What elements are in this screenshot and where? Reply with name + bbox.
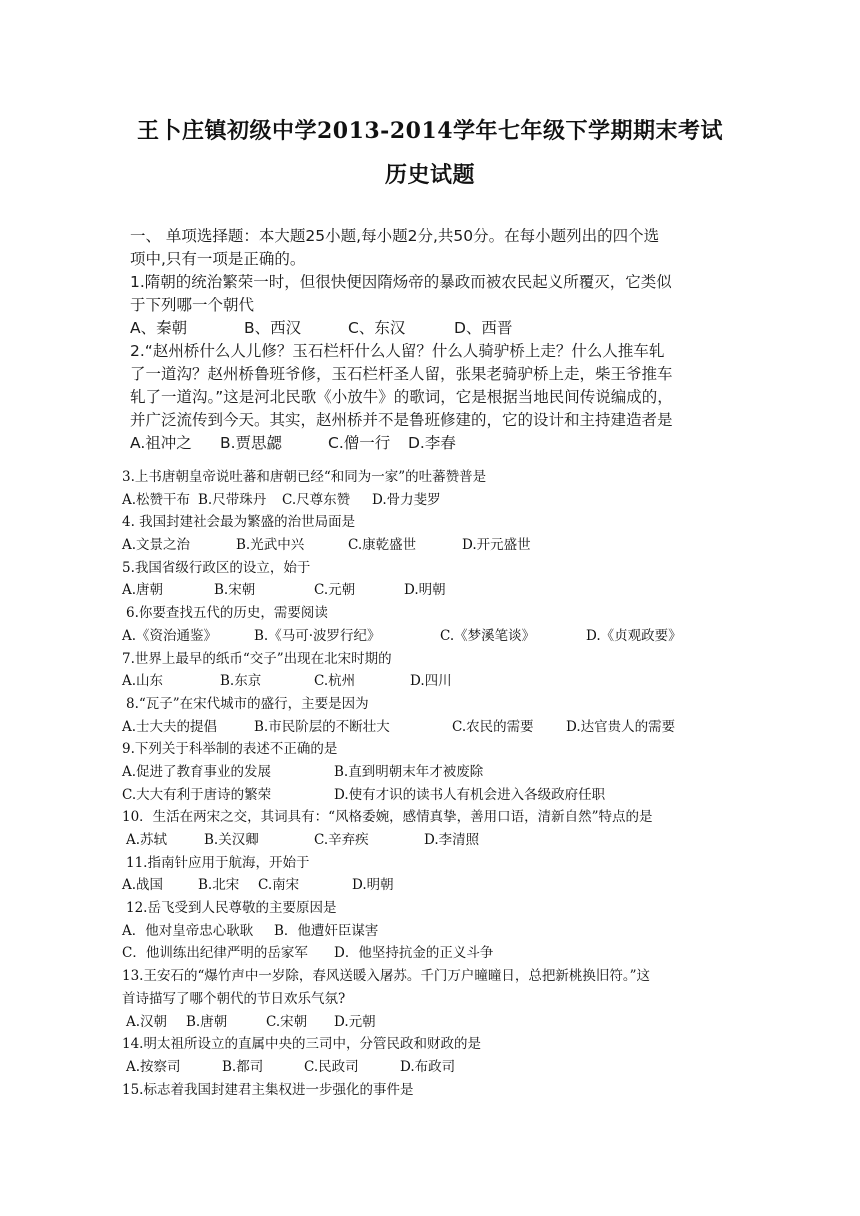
option-c: C．他训练出纪律严明的岳家军 [122,945,308,962]
question-15-stem: 15.标志着我国封建君主集权进一步强化的事件是 [122,1081,414,1098]
question-2-options [130,432,730,455]
option-d: D.达官贵人的需要 [566,718,676,735]
question-2-stem-cont: 轧了一道沟。”这是河北民歌《小放牛》的歌词，它是根据当地民间传说编成的， [130,388,673,406]
question-8-stem: 8.“瓦子”在宋代城市的盛行，主要是因为 [126,695,369,712]
option-c: C.大大有利于唐诗的繁荣 [122,786,272,803]
option-d: D、西晋 [454,319,513,337]
option-a: A.士大夫的提倡 [122,718,218,735]
option-a: A.祖冲之 [130,434,192,452]
option-b: B.贾思勰 [220,434,283,452]
option-b: B.北宋 [198,877,240,894]
option-a: A.苏轼 [126,832,168,848]
option-b: B．他遭奸臣谋害 [274,922,379,939]
option-b: B.都司 [222,1058,264,1075]
question-1-options [130,317,730,340]
option-a: A.汉朝 [126,1013,168,1030]
option-b: B.唐朝 [186,1013,228,1030]
option-d: D.四川 [410,673,452,690]
section-one [130,225,730,455]
option-b: B.关汉卿 [204,832,259,848]
option-d: D.布政司 [400,1058,456,1075]
option-c: C.民政司 [304,1058,359,1075]
option-a: A、秦朝 [130,319,188,337]
question-10-options [122,829,742,852]
option-d: D.明朝 [352,877,394,894]
option-c: C.宋朝 [266,1013,308,1030]
question-8-options [122,716,742,739]
option-d: D.李春 [408,434,456,452]
question-6-options [122,625,742,648]
question-2-stem: 2.“赵州桥什么人儿修？玉石栏杆什么人留？什么人骑驴桥上走？什么人推车轧 [130,342,665,360]
option-b: B.东京 [220,673,262,690]
option-c: C.辛弃疾 [314,832,369,848]
question-list [122,466,742,1101]
question-13-options [122,1011,742,1034]
option-c: C.农民的需要 [452,718,534,735]
section-intro: 一、 单项选择题：本大题25小题,每小题2分,共50分。在每小题列出的四个选 [130,227,660,245]
question-10-stem: 10．生活在两宋之交，其词具有：“风格委婉，感情真挚，善用口语，清新自然”特点的是 [122,809,653,826]
option-a: A.按察司 [126,1058,181,1075]
option-c: C.尺尊东赞 [282,491,351,508]
option-d: D.使有才识的读书人有机会进入各级政府任职 [334,786,606,803]
option-d: D.开元盛世 [462,537,531,554]
option-c: C.南宋 [258,877,300,894]
option-c: C.康乾盛世 [348,537,417,554]
question-9-options-row2 [122,784,742,807]
question-1-stem-cont: 于下列哪一个朝代 [130,296,255,314]
option-b: B.《马可·波罗行纪》 [254,627,381,644]
option-b: B.市民阶层的不断壮大 [254,718,390,735]
option-a: A．他对皇帝忠心耿耿 [122,922,254,939]
option-a: A.山东 [122,673,164,690]
option-b: B.宋朝 [214,582,256,599]
question-6-stem: 6.你要查找五代的历史，需要阅读 [126,605,328,622]
question-4-options [122,534,742,557]
question-9-stem: 9.下列关于科举制的表述不正确的是 [122,741,338,758]
option-c: C.《梦溪笔谈》 [440,627,536,644]
question-2-stem-cont: 了一道沟？赵州桥鲁班爷修，玉石栏杆圣人留，张果老骑驴桥上走，柴王爷推车 [130,365,673,383]
option-c: C.僧一行 [328,434,391,452]
option-d: D.骨力斐罗 [372,491,441,508]
question-13-stem-cont: 首诗描写了哪个朝代的节日欢乐气氛? [122,990,346,1007]
option-d: D．他坚持抗金的正义斗争 [334,945,494,962]
question-11-stem: 11.指南针应用于航海，开始于 [126,854,310,871]
option-b: B.尺带珠丹 [198,491,267,508]
option-c: C、东汉 [348,319,406,337]
exam-title: 王卜庄镇初级中学2013-2014学年七年级下学期期末考试 [136,118,724,144]
question-12-options [122,920,742,943]
option-a: A.促进了教育事业的发展 [122,763,272,780]
question-2-stem-cont: 并广泛流传到今天。其实，赵州桥并不是鲁班修建的，它的设计和主持建造者是 [130,411,673,429]
option-c: C.杭州 [314,673,356,690]
question-14-stem: 14.明太祖所设立的直属中央的三司中，分管民政和财政的是 [122,1036,481,1053]
option-b: B.光武中兴 [236,537,305,554]
option-d: D.元朝 [334,1013,376,1030]
option-a: A.《资治通鉴》 [122,627,218,644]
question-12-stem: 12.岳飞受到人民尊敬的主要原因是 [126,900,337,917]
option-b: B、西汉 [244,319,302,337]
section-intro-cont: 项中,只有一项是正确的。 [130,250,306,268]
option-a: A.唐朝 [122,582,164,599]
question-9-options [122,761,742,784]
question-7-options [122,670,742,693]
option-d: D.明朝 [404,582,446,599]
option-a: A.战国 [122,877,164,894]
question-11-options [122,874,742,897]
question-4-stem: 4. 我国封建社会最为繁盛的治世局面是 [122,514,356,531]
exam-subtitle: 历史试题 [384,162,475,188]
question-5-options [122,579,742,602]
question-12-options-row2 [122,942,742,965]
option-a: A.文景之治 [122,537,191,554]
question-5-stem: 5.我国省级行政区的设立，始于 [122,559,311,576]
question-3-options [122,489,742,512]
question-14-options [122,1056,742,1079]
option-d: D.《贞观政要》 [586,627,682,644]
question-1-stem: 1.隋朝的统治繁荣一时，但很快便因隋炀帝的暴政而被农民起义所覆灭，它类似 [130,273,672,291]
question-3-stem: 3.上书唐朝皇帝说吐蕃和唐朝已经“和同为一家”的吐蕃赞普是 [122,469,487,485]
option-a: A.松赞干布 [122,491,191,508]
question-7-stem: 7.世界上最早的纸币“交子”出现在北宋时期的 [122,650,392,667]
option-d: D.李清照 [424,832,480,848]
option-b: B.直到明朝末年才被废除 [334,763,484,780]
option-c: C.元朝 [314,582,356,599]
question-13-stem: 13.王安石的“爆竹声中一岁除，春风送暖入屠苏。千门万户曈曈日，总把新桃换旧符。”这 [122,968,651,985]
